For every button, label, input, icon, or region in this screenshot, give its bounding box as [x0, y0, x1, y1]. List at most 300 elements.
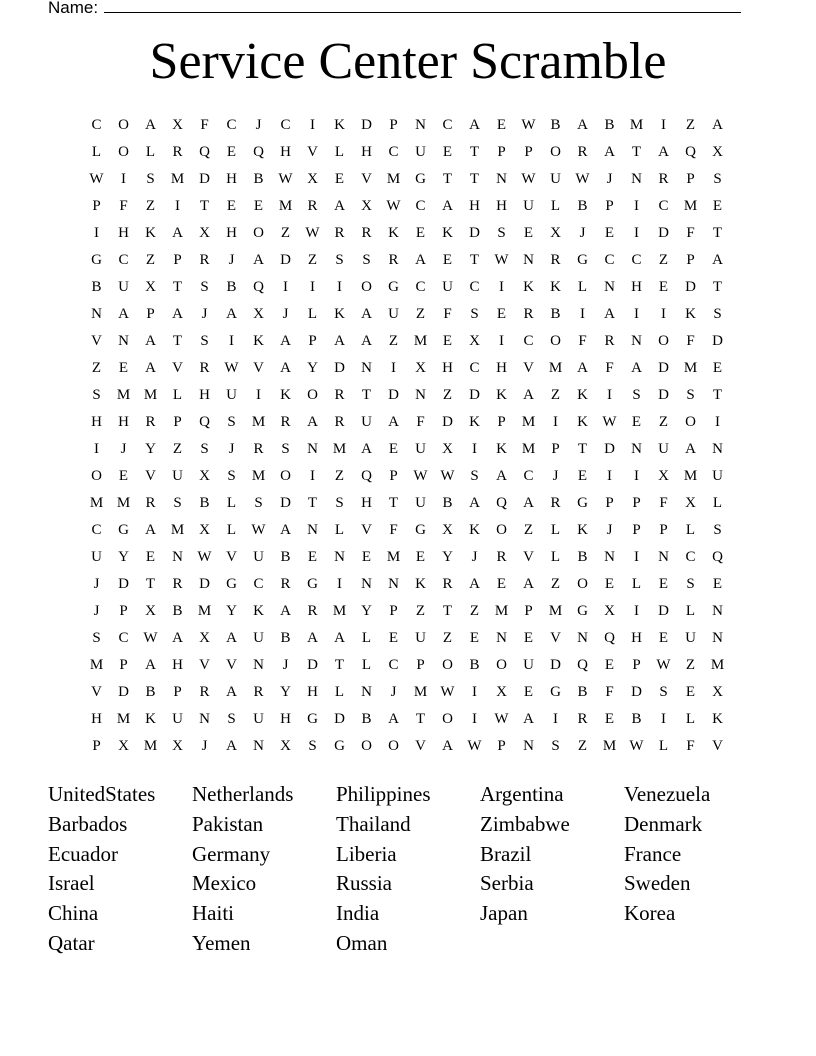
- grid-letter: P: [551, 441, 560, 457]
- grid-letter: Q: [685, 144, 696, 160]
- word-list-item: Argentina: [480, 782, 564, 806]
- grid-letter: L: [550, 522, 561, 538]
- grid-letter: Q: [604, 630, 615, 646]
- grid-letter: P: [92, 198, 101, 214]
- grid-letter: J: [390, 684, 397, 700]
- grid-letter: E: [118, 360, 129, 376]
- grid-letter: Z: [685, 657, 696, 673]
- grid-letter: R: [577, 711, 588, 727]
- grid-letter: Z: [469, 603, 480, 619]
- grid-letter: M: [89, 495, 104, 511]
- grid-row: [83, 706, 731, 733]
- grid-letter: C: [388, 657, 399, 673]
- grid-letter: A: [172, 630, 183, 646]
- grid-letter: Z: [145, 252, 156, 268]
- grid-letter: X: [280, 738, 291, 754]
- word-list-item: Yemen: [192, 930, 251, 955]
- grid-letter: D: [334, 360, 345, 376]
- grid-letter: K: [442, 225, 453, 241]
- grid-letter: G: [415, 522, 426, 538]
- grid-letter: I: [634, 468, 639, 484]
- grid-letter: U: [172, 468, 183, 484]
- grid-letter: G: [91, 252, 102, 268]
- grid-letter: N: [415, 117, 426, 133]
- grid-letter: H: [91, 711, 102, 727]
- grid-letter: N: [523, 738, 534, 754]
- grid-letter: L: [685, 711, 696, 727]
- grid-letter: A: [523, 387, 534, 403]
- grid-letter: O: [361, 738, 372, 754]
- grid-letter: J: [93, 576, 100, 592]
- word-list-item: France: [624, 841, 682, 866]
- grid-letter: R: [280, 414, 291, 430]
- grid-row: [83, 409, 731, 436]
- grid-letter: I: [256, 387, 261, 403]
- grid-letter: S: [713, 522, 722, 538]
- grid-row: [83, 301, 731, 328]
- grid-letter: F: [659, 495, 668, 511]
- word-list-item: Venezuela: [624, 782, 711, 806]
- grid-letter: A: [145, 117, 156, 133]
- grid-letter: X: [253, 306, 264, 322]
- grid-letter: E: [226, 198, 237, 214]
- grid-letter: V: [307, 144, 318, 160]
- grid-letter: D: [712, 333, 723, 349]
- word-list-item: Oman: [336, 930, 388, 955]
- grid-letter: M: [494, 603, 509, 619]
- grid-letter: R: [172, 576, 183, 592]
- grid-letter: C: [415, 279, 426, 295]
- grid-letter: U: [415, 144, 426, 160]
- grid-letter: K: [334, 117, 345, 133]
- grid-letter: T: [388, 495, 399, 511]
- grid-letter: C: [604, 252, 615, 268]
- grid-letter: N: [577, 630, 588, 646]
- grid-letter: M: [683, 360, 698, 376]
- grid-letter: Z: [658, 252, 669, 268]
- grid-row: [83, 598, 731, 625]
- letter-grid: [83, 112, 731, 760]
- grid-letter: T: [712, 279, 723, 295]
- grid-letter: B: [91, 279, 102, 295]
- grid-letter: E: [577, 468, 588, 484]
- grid-letter: N: [199, 711, 210, 727]
- grid-letter: N: [415, 387, 426, 403]
- grid-row: [83, 139, 731, 166]
- grid-letter: T: [145, 576, 156, 592]
- name-blank-line[interactable]: [104, 12, 741, 13]
- grid-letter: C: [388, 144, 399, 160]
- grid-letter: V: [523, 360, 534, 376]
- grid-letter: X: [712, 144, 723, 160]
- grid-letter: M: [116, 495, 131, 511]
- grid-letter: L: [361, 630, 372, 646]
- grid-letter: J: [471, 549, 478, 565]
- grid-letter: I: [310, 468, 315, 484]
- grid-letter: Z: [685, 117, 696, 133]
- grid-letter: C: [415, 198, 426, 214]
- grid-letter: E: [388, 630, 399, 646]
- grid-letter: S: [92, 387, 101, 403]
- grid-letter: L: [550, 198, 561, 214]
- grid-letter: B: [199, 495, 210, 511]
- grid-letter: C: [91, 117, 102, 133]
- grid-letter: E: [712, 198, 723, 214]
- grid-letter: S: [200, 333, 209, 349]
- grid-letter: M: [521, 441, 536, 457]
- grid-letter: A: [469, 117, 480, 133]
- grid-letter: M: [278, 198, 293, 214]
- word-list: [48, 780, 768, 959]
- grid-letter: Z: [415, 306, 426, 322]
- grid-letter: C: [280, 117, 291, 133]
- grid-letter: P: [308, 333, 317, 349]
- grid-letter: J: [93, 603, 100, 619]
- grid-row: [83, 544, 731, 571]
- grid-letter: J: [552, 468, 559, 484]
- grid-letter: O: [550, 333, 561, 349]
- word-list-item: Germany: [192, 841, 271, 866]
- grid-letter: R: [388, 252, 399, 268]
- grid-letter: L: [712, 495, 723, 511]
- grid-letter: I: [391, 360, 396, 376]
- grid-letter: S: [713, 306, 722, 322]
- grid-letter: G: [577, 495, 588, 511]
- grid-letter: R: [550, 495, 561, 511]
- grid-letter: K: [469, 522, 480, 538]
- grid-letter: Z: [91, 360, 102, 376]
- grid-letter: I: [121, 171, 126, 187]
- grid-letter: Z: [145, 198, 156, 214]
- grid-letter: A: [388, 711, 399, 727]
- grid-letter: R: [523, 306, 534, 322]
- grid-letter: T: [334, 657, 345, 673]
- grid-letter: S: [200, 279, 209, 295]
- grid-letter: K: [550, 279, 561, 295]
- grid-letter: I: [580, 306, 585, 322]
- grid-letter: A: [226, 630, 237, 646]
- grid-letter: A: [712, 252, 723, 268]
- grid-letter: U: [523, 657, 534, 673]
- grid-letter: O: [91, 468, 102, 484]
- grid-letter: S: [713, 171, 722, 187]
- grid-letter: Q: [712, 549, 723, 565]
- grid-letter: A: [280, 603, 291, 619]
- grid-letter: H: [118, 225, 129, 241]
- grid-row: [83, 274, 731, 301]
- grid-letter: U: [658, 441, 669, 457]
- grid-letter: D: [550, 657, 561, 673]
- grid-letter: E: [334, 171, 345, 187]
- grid-letter: Z: [442, 387, 453, 403]
- grid-letter: U: [442, 279, 453, 295]
- grid-letter: R: [253, 441, 264, 457]
- grid-letter: Q: [199, 414, 210, 430]
- grid-letter: A: [145, 333, 156, 349]
- grid-letter: N: [307, 441, 318, 457]
- grid-letter: D: [469, 225, 480, 241]
- grid-letter: J: [201, 738, 208, 754]
- grid-letter: U: [253, 549, 264, 565]
- grid-letter: K: [415, 576, 426, 592]
- grid-letter: H: [361, 144, 372, 160]
- grid-row: [83, 625, 731, 652]
- grid-letter: E: [712, 576, 723, 592]
- grid-letter: I: [634, 549, 639, 565]
- grid-letter: U: [712, 468, 723, 484]
- grid-letter: V: [226, 657, 237, 673]
- word-list-item: Korea: [624, 901, 676, 926]
- grid-letter: C: [658, 198, 669, 214]
- grid-letter: Z: [658, 414, 669, 430]
- grid-letter: V: [253, 360, 264, 376]
- grid-letter: X: [496, 684, 507, 700]
- grid-letter: E: [388, 441, 399, 457]
- grid-letter: T: [199, 198, 210, 214]
- grid-letter: A: [172, 306, 183, 322]
- grid-letter: O: [550, 144, 561, 160]
- grid-letter: R: [334, 225, 345, 241]
- grid-letter: B: [145, 684, 156, 700]
- grid-letter: Q: [199, 144, 210, 160]
- grid-letter: L: [658, 738, 669, 754]
- grid-letter: O: [442, 711, 453, 727]
- grid-letter: B: [226, 279, 237, 295]
- grid-letter: B: [442, 495, 453, 511]
- grid-letter: D: [199, 171, 210, 187]
- word-list-item: Serbia: [480, 871, 534, 896]
- word-list-item: Philippines: [336, 782, 431, 806]
- word-list-item: Liberia: [336, 841, 397, 866]
- grid-letter: E: [496, 117, 507, 133]
- word-list-item: India: [336, 901, 380, 926]
- grid-letter: U: [523, 198, 534, 214]
- grid-letter: I: [94, 441, 99, 457]
- grid-letter: W: [278, 171, 293, 187]
- grid-letter: A: [307, 414, 318, 430]
- grid-letter: O: [388, 738, 399, 754]
- grid-letter: D: [334, 711, 345, 727]
- grid-letter: S: [254, 495, 263, 511]
- word-list-item: Russia: [336, 871, 393, 896]
- grid-letter: R: [145, 495, 156, 511]
- grid-letter: K: [577, 414, 588, 430]
- grid-letter: A: [172, 225, 183, 241]
- grid-letter: A: [307, 630, 318, 646]
- grid-letter: D: [307, 657, 318, 673]
- grid-letter: I: [607, 387, 612, 403]
- grid-letter: D: [658, 225, 669, 241]
- grid-letter: U: [253, 711, 264, 727]
- grid-letter: W: [197, 549, 212, 565]
- grid-letter: K: [469, 414, 480, 430]
- grid-letter: A: [712, 117, 723, 133]
- grid-letter: F: [605, 360, 614, 376]
- grid-letter: H: [469, 198, 480, 214]
- grid-letter: N: [361, 576, 372, 592]
- grid-letter: S: [497, 225, 506, 241]
- grid-letter: H: [631, 630, 642, 646]
- grid-letter: N: [631, 171, 642, 187]
- grid-letter: H: [280, 144, 291, 160]
- grid-letter: W: [89, 171, 104, 187]
- word-list-item: Mexico: [192, 871, 257, 896]
- grid-letter: P: [632, 495, 641, 511]
- grid-letter: T: [172, 333, 183, 349]
- grid-letter: S: [200, 441, 209, 457]
- grid-letter: A: [685, 441, 696, 457]
- grid-letter: H: [172, 657, 183, 673]
- grid-letter: L: [685, 603, 696, 619]
- grid-letter: K: [496, 441, 507, 457]
- grid-letter: P: [146, 306, 155, 322]
- grid-letter: X: [199, 225, 210, 241]
- grid-letter: U: [361, 414, 372, 430]
- grid-letter: S: [308, 738, 317, 754]
- grid-letter: C: [118, 252, 129, 268]
- grid-letter: M: [683, 468, 698, 484]
- grid-letter: Y: [145, 441, 156, 457]
- grid-letter: A: [361, 441, 372, 457]
- grid-letter: A: [388, 414, 399, 430]
- grid-letter: I: [472, 684, 477, 700]
- grid-letter: M: [197, 603, 212, 619]
- grid-letter: S: [335, 252, 344, 268]
- grid-letter: V: [523, 549, 534, 565]
- grid-letter: O: [577, 576, 588, 592]
- grid-letter: M: [521, 414, 536, 430]
- grid-row: [83, 193, 731, 220]
- grid-letter: D: [685, 279, 696, 295]
- grid-letter: E: [496, 306, 507, 322]
- grid-letter: B: [172, 603, 183, 619]
- grid-letter: L: [91, 144, 102, 160]
- grid-letter: M: [251, 468, 266, 484]
- grid-letter: U: [226, 387, 237, 403]
- grid-letter: K: [253, 603, 264, 619]
- grid-letter: A: [496, 468, 507, 484]
- grid-letter: M: [548, 603, 563, 619]
- grid-letter: B: [631, 711, 642, 727]
- grid-letter: V: [91, 333, 102, 349]
- grid-letter: V: [361, 522, 372, 538]
- grid-letter: R: [253, 684, 264, 700]
- word-list-item: Brazil: [480, 841, 532, 866]
- grid-letter: P: [524, 603, 533, 619]
- grid-letter: U: [550, 171, 561, 187]
- grid-letter: B: [577, 684, 588, 700]
- grid-letter: E: [523, 225, 534, 241]
- grid-letter: W: [440, 468, 455, 484]
- grid-letter: E: [469, 630, 480, 646]
- grid-letter: C: [118, 630, 129, 646]
- grid-letter: U: [253, 630, 264, 646]
- grid-letter: W: [251, 522, 266, 538]
- grid-letter: E: [658, 630, 669, 646]
- grid-letter: L: [307, 306, 318, 322]
- grid-letter: H: [226, 225, 237, 241]
- grid-letter: M: [710, 657, 725, 673]
- grid-letter: E: [658, 576, 669, 592]
- grid-letter: M: [143, 738, 158, 754]
- grid-letter: Y: [361, 603, 372, 619]
- grid-letter: E: [523, 684, 534, 700]
- grid-letter: D: [658, 360, 669, 376]
- grid-letter: T: [442, 603, 453, 619]
- page-title: Service Center Scramble: [149, 33, 667, 90]
- grid-row: [83, 463, 731, 490]
- grid-letter: X: [199, 630, 210, 646]
- grid-letter: X: [442, 441, 453, 457]
- grid-letter: E: [604, 576, 615, 592]
- grid-letter: R: [577, 144, 588, 160]
- grid-letter: A: [577, 117, 588, 133]
- grid-letter: F: [686, 738, 695, 754]
- grid-letter: H: [496, 198, 507, 214]
- grid-letter: N: [631, 333, 642, 349]
- grid-letter: D: [658, 387, 669, 403]
- grid-letter: H: [199, 387, 210, 403]
- grid-letter: V: [415, 738, 426, 754]
- grid-letter: N: [91, 306, 102, 322]
- grid-letter: Z: [172, 441, 183, 457]
- grid-letter: P: [416, 657, 425, 673]
- grid-letter: P: [389, 468, 398, 484]
- grid-letter: H: [442, 360, 453, 376]
- grid-letter: M: [116, 387, 131, 403]
- grid-letter: Z: [550, 576, 561, 592]
- grid-letter: R: [280, 576, 291, 592]
- grid-letter: B: [577, 549, 588, 565]
- grid-letter: C: [469, 279, 480, 295]
- grid-letter: M: [629, 117, 644, 133]
- grid-letter: P: [389, 603, 398, 619]
- grid-letter: V: [91, 684, 102, 700]
- grid-letter: Z: [523, 522, 534, 538]
- word-list-item: Pakistan: [192, 811, 264, 836]
- grid-letter: P: [605, 495, 614, 511]
- word-list-item: Ecuador: [48, 841, 118, 866]
- grid-letter: N: [631, 441, 642, 457]
- grid-letter: Y: [118, 549, 129, 565]
- grid-letter: L: [550, 549, 561, 565]
- grid-letter: Z: [442, 630, 453, 646]
- grid-letter: J: [579, 225, 586, 241]
- grid-letter: P: [632, 522, 641, 538]
- grid-letter: C: [253, 576, 264, 592]
- grid-letter: J: [255, 117, 262, 133]
- grid-letter: D: [604, 441, 615, 457]
- grid-letter: P: [173, 252, 182, 268]
- grid-letter: B: [280, 549, 291, 565]
- grid-letter: S: [146, 171, 155, 187]
- grid-letter: Y: [226, 603, 237, 619]
- grid-letter: N: [712, 630, 723, 646]
- grid-row: [83, 166, 731, 193]
- grid-letter: A: [280, 360, 291, 376]
- grid-letter: Z: [388, 333, 399, 349]
- grid-letter: N: [604, 549, 615, 565]
- grid-letter: T: [577, 441, 588, 457]
- grid-letter: G: [577, 252, 588, 268]
- grid-letter: E: [496, 576, 507, 592]
- grid-letter: V: [199, 657, 210, 673]
- grid-letter: Y: [442, 549, 453, 565]
- grid-letter: L: [172, 387, 183, 403]
- grid-letter: O: [118, 117, 129, 133]
- word-list-item: Barbados: [48, 811, 128, 836]
- grid-letter: E: [523, 630, 534, 646]
